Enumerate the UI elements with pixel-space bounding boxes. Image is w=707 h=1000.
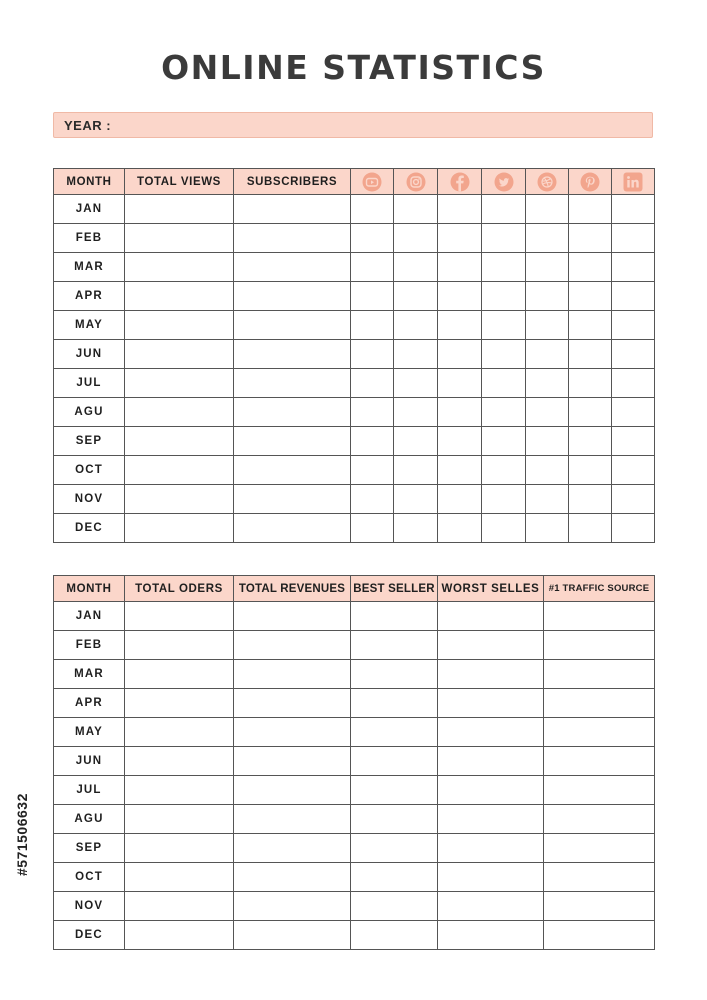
facebook-cell[interactable]: [438, 485, 482, 514]
instagram-icon: [406, 172, 426, 192]
pinterest-cell[interactable]: [569, 398, 612, 427]
table-row: [54, 195, 655, 224]
facebook-cell[interactable]: [438, 514, 482, 543]
total-views-cell[interactable]: [125, 398, 234, 427]
total-views-cell[interactable]: [125, 253, 234, 282]
column-header-best-seller: BEST SELLER: [351, 576, 438, 602]
youtube-cell[interactable]: [351, 311, 394, 340]
instagram-cell[interactable]: [394, 195, 438, 224]
table-row: [54, 689, 655, 718]
year-label: YEAR :: [64, 117, 112, 133]
column-header-linkedin: [612, 169, 655, 195]
dribbble-cell[interactable]: [526, 514, 569, 543]
dribbble-cell[interactable]: [526, 195, 569, 224]
total-oders-cell[interactable]: [125, 660, 234, 689]
subscribers-cell[interactable]: [234, 282, 351, 311]
month-cell: OCT: [54, 863, 125, 892]
subscribers-cell[interactable]: [234, 369, 351, 398]
column-header-pinterest: [569, 169, 612, 195]
table-row: [54, 456, 655, 485]
table-row: [54, 921, 655, 950]
twitter-cell[interactable]: [482, 195, 526, 224]
total-views-cell[interactable]: [125, 514, 234, 543]
total-revenues-cell[interactable]: [234, 892, 351, 921]
dribbble-cell[interactable]: [526, 398, 569, 427]
month-cell: JUL: [54, 776, 125, 805]
worst-selles-cell[interactable]: [438, 805, 544, 834]
subscribers-cell[interactable]: [234, 253, 351, 282]
column-header-total-revenues: TOTAL REVENUES: [234, 576, 351, 602]
dribbble-cell[interactable]: [526, 456, 569, 485]
traffic-source-cell[interactable]: [544, 747, 655, 776]
subscribers-cell[interactable]: [234, 514, 351, 543]
youtube-cell[interactable]: [351, 427, 394, 456]
best-seller-cell[interactable]: [351, 863, 438, 892]
month-cell: MAY: [54, 718, 125, 747]
month-cell: JUN: [54, 747, 125, 776]
column-header-twitter: [482, 169, 526, 195]
twitter-cell[interactable]: [482, 369, 526, 398]
instagram-cell[interactable]: [394, 282, 438, 311]
traffic-source-cell[interactable]: [544, 718, 655, 747]
total-revenues-cell[interactable]: [234, 863, 351, 892]
instagram-cell[interactable]: [394, 485, 438, 514]
total-revenues-cell[interactable]: [234, 747, 351, 776]
instagram-cell[interactable]: [394, 224, 438, 253]
worst-selles-cell[interactable]: [438, 921, 544, 950]
worst-selles-cell[interactable]: [438, 834, 544, 863]
linkedin-icon: [623, 172, 643, 192]
month-cell: DEC: [54, 514, 125, 543]
pinterest-cell[interactable]: [569, 311, 612, 340]
subscribers-cell[interactable]: [234, 224, 351, 253]
twitter-cell[interactable]: [482, 456, 526, 485]
best-seller-cell[interactable]: [351, 631, 438, 660]
facebook-cell[interactable]: [438, 427, 482, 456]
linkedin-cell[interactable]: [612, 398, 655, 427]
twitter-cell[interactable]: [482, 224, 526, 253]
best-seller-cell[interactable]: [351, 747, 438, 776]
table-header-row: [54, 169, 655, 195]
traffic-source-cell[interactable]: [544, 689, 655, 718]
month-cell: APR: [54, 282, 125, 311]
table-row: [54, 369, 655, 398]
month-cell: FEB: [54, 224, 125, 253]
worst-selles-cell[interactable]: [438, 631, 544, 660]
dribbble-cell[interactable]: [526, 369, 569, 398]
total-oders-cell[interactable]: [125, 834, 234, 863]
subscribers-cell[interactable]: [234, 398, 351, 427]
twitter-cell[interactable]: [482, 253, 526, 282]
column-header-total-oders: TOTAL ODERS: [125, 576, 234, 602]
linkedin-cell[interactable]: [612, 485, 655, 514]
pinterest-cell[interactable]: [569, 514, 612, 543]
pinterest-cell[interactable]: [569, 340, 612, 369]
worst-selles-cell[interactable]: [438, 602, 544, 631]
table-row: [54, 805, 655, 834]
month-cell: JUN: [54, 340, 125, 369]
table-row: [54, 253, 655, 282]
worst-selles-cell[interactable]: [438, 747, 544, 776]
total-revenues-cell[interactable]: [234, 776, 351, 805]
month-cell: FEB: [54, 631, 125, 660]
linkedin-cell[interactable]: [612, 282, 655, 311]
dribbble-cell[interactable]: [526, 485, 569, 514]
twitter-cell[interactable]: [482, 427, 526, 456]
youtube-cell[interactable]: [351, 224, 394, 253]
best-seller-cell[interactable]: [351, 892, 438, 921]
twitter-cell[interactable]: [482, 514, 526, 543]
total-views-cell[interactable]: [125, 485, 234, 514]
column-header-facebook: [438, 169, 482, 195]
total-views-cell[interactable]: [125, 195, 234, 224]
best-seller-cell[interactable]: [351, 834, 438, 863]
best-seller-cell[interactable]: [351, 718, 438, 747]
table-row: [54, 514, 655, 543]
twitter-cell[interactable]: [482, 311, 526, 340]
best-seller-cell[interactable]: [351, 776, 438, 805]
worst-selles-cell[interactable]: [438, 776, 544, 805]
month-cell: MAR: [54, 253, 125, 282]
youtube-cell[interactable]: [351, 514, 394, 543]
pinterest-cell[interactable]: [569, 195, 612, 224]
pinterest-cell[interactable]: [569, 427, 612, 456]
traffic-source-cell[interactable]: [544, 834, 655, 863]
total-revenues-cell[interactable]: [234, 660, 351, 689]
table-row: [54, 340, 655, 369]
linkedin-cell[interactable]: [612, 253, 655, 282]
twitter-cell[interactable]: [482, 340, 526, 369]
instagram-cell[interactable]: [394, 311, 438, 340]
total-oders-cell[interactable]: [125, 631, 234, 660]
facebook-cell[interactable]: [438, 311, 482, 340]
youtube-cell[interactable]: [351, 195, 394, 224]
worst-selles-cell[interactable]: [438, 863, 544, 892]
pinterest-cell[interactable]: [569, 485, 612, 514]
best-seller-cell[interactable]: [351, 921, 438, 950]
linkedin-cell[interactable]: [612, 427, 655, 456]
pinterest-cell[interactable]: [569, 456, 612, 485]
total-views-cell[interactable]: [125, 224, 234, 253]
worst-selles-cell[interactable]: [438, 892, 544, 921]
table-row: [54, 892, 655, 921]
traffic-source-cell[interactable]: [544, 921, 655, 950]
traffic-source-cell[interactable]: [544, 863, 655, 892]
column-header-worst-selles: WORST SELLES: [438, 576, 544, 602]
traffic-source-cell[interactable]: [544, 776, 655, 805]
dribbble-cell[interactable]: [526, 253, 569, 282]
linkedin-cell[interactable]: [612, 456, 655, 485]
social-stats-table: [53, 168, 655, 543]
column-header-traffic-source: #1 TRAFFIC SOURCE: [544, 576, 655, 602]
instagram-cell[interactable]: [394, 253, 438, 282]
dribbble-cell[interactable]: [526, 224, 569, 253]
traffic-source-cell[interactable]: [544, 631, 655, 660]
month-cell: JUL: [54, 369, 125, 398]
column-header-month: MONTH: [54, 169, 125, 195]
youtube-cell[interactable]: [351, 485, 394, 514]
pinterest-cell[interactable]: [569, 282, 612, 311]
dribbble-cell[interactable]: [526, 311, 569, 340]
dribbble-cell[interactable]: [526, 427, 569, 456]
linkedin-cell[interactable]: [612, 340, 655, 369]
facebook-cell[interactable]: [438, 253, 482, 282]
stock-id-text: #571506632: [14, 793, 30, 877]
month-cell: AGU: [54, 398, 125, 427]
instagram-cell[interactable]: [394, 514, 438, 543]
twitter-icon: [494, 172, 514, 192]
twitter-cell[interactable]: [482, 282, 526, 311]
facebook-cell[interactable]: [438, 224, 482, 253]
month-cell: MAR: [54, 660, 125, 689]
year-field[interactable]: [53, 112, 653, 138]
facebook-cell[interactable]: [438, 340, 482, 369]
table-row: [54, 311, 655, 340]
facebook-icon: [450, 172, 470, 192]
month-cell: NOV: [54, 485, 125, 514]
table-row: [54, 718, 655, 747]
month-cell: NOV: [54, 892, 125, 921]
month-cell: SEP: [54, 427, 125, 456]
table-row: [54, 282, 655, 311]
total-revenues-cell[interactable]: [234, 689, 351, 718]
table-row: [54, 747, 655, 776]
total-revenues-cell[interactable]: [234, 834, 351, 863]
table-row: [54, 485, 655, 514]
instagram-cell[interactable]: [394, 340, 438, 369]
total-views-cell[interactable]: [125, 369, 234, 398]
table-row: [54, 398, 655, 427]
total-oders-cell[interactable]: [125, 892, 234, 921]
dribbble-cell[interactable]: [526, 282, 569, 311]
month-cell: OCT: [54, 456, 125, 485]
month-cell: MAY: [54, 311, 125, 340]
facebook-cell[interactable]: [438, 456, 482, 485]
table-row: [54, 631, 655, 660]
best-seller-cell[interactable]: [351, 602, 438, 631]
total-oders-cell[interactable]: [125, 776, 234, 805]
instagram-cell[interactable]: [394, 456, 438, 485]
month-cell: DEC: [54, 921, 125, 950]
pinterest-cell[interactable]: [569, 369, 612, 398]
month-cell: AGU: [54, 805, 125, 834]
facebook-cell[interactable]: [438, 398, 482, 427]
total-revenues-cell[interactable]: [234, 602, 351, 631]
total-revenues-cell[interactable]: [234, 718, 351, 747]
total-views-cell[interactable]: [125, 311, 234, 340]
subscribers-cell[interactable]: [234, 195, 351, 224]
column-header-youtube: [351, 169, 394, 195]
month-cell: APR: [54, 689, 125, 718]
month-cell: SEP: [54, 834, 125, 863]
pinterest-icon: [580, 172, 600, 192]
table-row: [54, 776, 655, 805]
best-seller-cell[interactable]: [351, 805, 438, 834]
table-header-row: [54, 576, 655, 602]
total-revenues-cell[interactable]: [234, 631, 351, 660]
subscribers-cell[interactable]: [234, 485, 351, 514]
total-oders-cell[interactable]: [125, 805, 234, 834]
column-header-total-views: TOTAL VIEWS: [125, 169, 234, 195]
traffic-source-cell[interactable]: [544, 660, 655, 689]
pinterest-cell[interactable]: [569, 253, 612, 282]
total-oders-cell[interactable]: [125, 921, 234, 950]
column-header-dribbble: [526, 169, 569, 195]
table-row: [54, 660, 655, 689]
subscribers-cell[interactable]: [234, 427, 351, 456]
total-revenues-cell[interactable]: [234, 805, 351, 834]
twitter-cell[interactable]: [482, 485, 526, 514]
total-oders-cell[interactable]: [125, 747, 234, 776]
table-row: [54, 834, 655, 863]
table-row: [54, 224, 655, 253]
total-views-cell[interactable]: [125, 282, 234, 311]
column-header-instagram: [394, 169, 438, 195]
youtube-cell[interactable]: [351, 369, 394, 398]
best-seller-cell[interactable]: [351, 689, 438, 718]
month-cell: JAN: [54, 602, 125, 631]
facebook-cell[interactable]: [438, 369, 482, 398]
worst-selles-cell[interactable]: [438, 718, 544, 747]
subscribers-cell[interactable]: [234, 340, 351, 369]
dribbble-icon: [537, 172, 557, 192]
best-seller-cell[interactable]: [351, 660, 438, 689]
youtube-cell[interactable]: [351, 340, 394, 369]
twitter-cell[interactable]: [482, 398, 526, 427]
instagram-cell[interactable]: [394, 398, 438, 427]
total-revenues-cell[interactable]: [234, 921, 351, 950]
table-row: [54, 863, 655, 892]
subscribers-cell[interactable]: [234, 311, 351, 340]
total-oders-cell[interactable]: [125, 718, 234, 747]
worst-selles-cell[interactable]: [438, 660, 544, 689]
traffic-source-cell[interactable]: [544, 892, 655, 921]
total-oders-cell[interactable]: [125, 602, 234, 631]
table-row: [54, 427, 655, 456]
linkedin-cell[interactable]: [612, 514, 655, 543]
month-cell: JAN: [54, 195, 125, 224]
sales-stats-table: [53, 575, 655, 950]
youtube-cell[interactable]: [351, 253, 394, 282]
total-views-cell[interactable]: [125, 427, 234, 456]
instagram-cell[interactable]: [394, 369, 438, 398]
pinterest-cell[interactable]: [569, 224, 612, 253]
column-header-subscribers: SUBSCRIBERS: [234, 169, 351, 195]
traffic-source-cell[interactable]: [544, 602, 655, 631]
column-header-month: MONTH: [54, 576, 125, 602]
youtube-cell[interactable]: [351, 282, 394, 311]
traffic-source-cell[interactable]: [544, 805, 655, 834]
linkedin-cell[interactable]: [612, 224, 655, 253]
total-views-cell[interactable]: [125, 456, 234, 485]
total-oders-cell[interactable]: [125, 863, 234, 892]
youtube-cell[interactable]: [351, 456, 394, 485]
facebook-cell[interactable]: [438, 282, 482, 311]
page-title: ONLINE STATISTICS: [161, 48, 546, 87]
table-row: [54, 602, 655, 631]
facebook-cell[interactable]: [438, 195, 482, 224]
instagram-cell[interactable]: [394, 427, 438, 456]
youtube-icon: [362, 172, 382, 192]
worst-selles-cell[interactable]: [438, 689, 544, 718]
linkedin-cell[interactable]: [612, 311, 655, 340]
youtube-cell[interactable]: [351, 398, 394, 427]
linkedin-cell[interactable]: [612, 369, 655, 398]
total-views-cell[interactable]: [125, 340, 234, 369]
subscribers-cell[interactable]: [234, 456, 351, 485]
total-oders-cell[interactable]: [125, 689, 234, 718]
linkedin-cell[interactable]: [612, 195, 655, 224]
dribbble-cell[interactable]: [526, 340, 569, 369]
